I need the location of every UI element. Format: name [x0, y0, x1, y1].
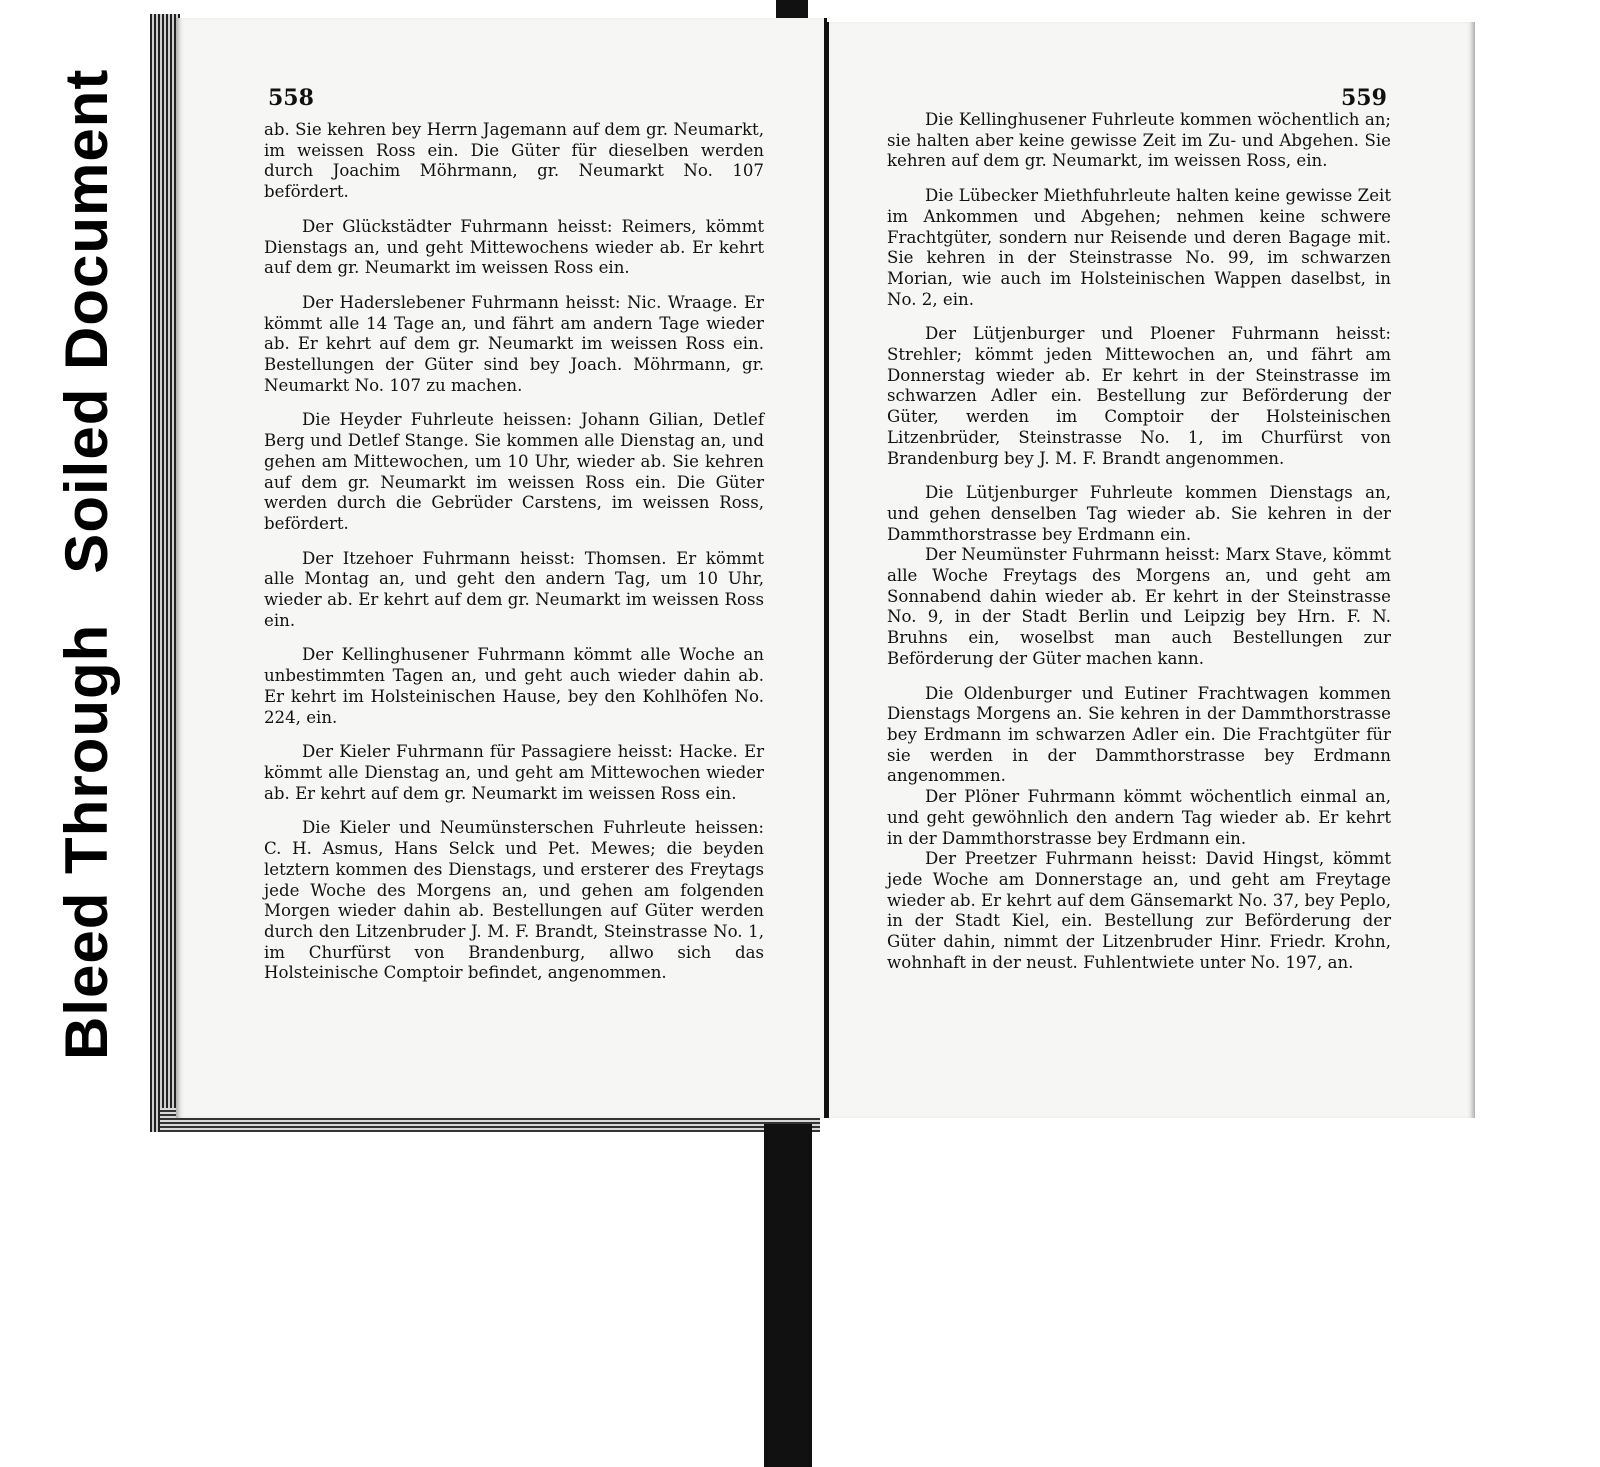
- paragraph: Die Kieler und Neumünsterschen Fuhrleute heissen: C. H. Asmus, Hans Selck und Pet. Mewes; die beyden letztern kommen des Dienstags, und ersterer des Freytags jede Woche des Morgens an, und gehen am folgenden Morgen wieder dahin ab. Bestellungen auf Güter werden durch den Litzenbruder J. M. F. Brandt, Steinstrasse No. 1, im Churfürst von Brandenburg, allwo sich das Holsteinische Comptoir befindet, angenommen.: [264, 818, 764, 983]
- right-page: [826, 22, 1475, 1118]
- paragraph: Der Kieler Fuhrmann für Passagiere heisst: Hacke. Er kömmt alle Dienstag an, und geht am Mittewochen wieder ab. Er kehrt auf dem gr. Neumarkt im weissen Ross ein.: [264, 742, 764, 803]
- page-number-right: 559: [1341, 85, 1387, 111]
- soiled-document-label: Soiled Document: [53, 68, 120, 574]
- left-page: [176, 18, 827, 1118]
- left-page-text: [264, 120, 764, 998]
- paragraph: Der Kellinghusener Fuhrmann kömmt alle Woche an unbestimmten Tagen an, und geht auch wieder dahin ab. Er kehrt im Holsteinischen Hause, bey den Kohlhöfen No. 224, ein.: [264, 645, 764, 727]
- paragraph: Der Lütjenburger und Ploener Fuhrmann heisst: Strehler; kömmt jeden Mittewochen an, und fährt am Donnerstag wieder ab. Er kehrt in der Steinstrasse im schwarzen Adler ein. Bestellung zur Beförderung der Güter, werden im Comptoir der Holsteinischen Litzenbrüder, Steinstrasse No. 1, im Churfürst von Brandenburg bey J. M. F. Brandt angenommen.: [887, 324, 1391, 468]
- paragraph: Die Kellinghusener Fuhrleute kommen wöchentlich an; sie halten aber keine gewisse Zeit im Zu- und Abgehen. Sie kehren auf dem gr. Neumarkt, im weissen Ross, ein.: [887, 110, 1391, 171]
- paragraph: Der Preetzer Fuhrmann heisst: David Hingst, kömmt jede Woche am Donnerstage an, und geht am Freytage wieder ab. Er kehrt auf dem Gänsemarkt No. 37, bey Peplo, in der Stadt Kiel, ein. Bestellung zur Beförderung der Güter dahin, nimmt der Litzenbruder Hinr. Friedr. Krohn, wohnhaft in der neust. Fuhlentwiete unter No. 197, an.: [887, 849, 1391, 972]
- book-spine-bottom: [764, 1124, 812, 1467]
- paragraph: Die Lübecker Miethfuhrleute halten keine gewisse Zeit im Ankommen und Abgehen; nehmen keine schwere Frachtgüter, sondern nur Reisende und deren Bagage mit. Sie kehren in der Steinstrasse No. 99, im schwarzen Morian, wie auch im Holsteinischen Wappen daselbst, in No. 2, ein.: [887, 186, 1391, 309]
- scan-quality-label: [52, 60, 121, 1060]
- paragraph: Die Heyder Fuhrleute heissen: Johann Gilian, Detlef Berg und Detlef Stange. Sie kommen alle Dienstag an, und gehen am Mittewochen, um 10 Uhr, wieder ab. Sie kehren auf dem gr. Neumarkt im weissen Ross ein. Die Güter werden durch die Gebrüder Carstens, im weissen Ross, befördert.: [264, 410, 764, 533]
- paragraph: Der Itzehoer Fuhrmann heisst: Thomsen. Er kömmt alle Montag an, und geht den andern Tag, um 10 Uhr, wieder ab. Er kehrt auf dem gr. Neumarkt im weissen Ross ein.: [264, 548, 764, 630]
- paragraph: Der Neumünster Fuhrmann heisst: Marx Stave, kömmt alle Woche Freytags des Morgens an, und geht am Sonnabend dahin wieder ab. Er kehrt in der Steinstrasse No. 9, in der Stadt Berlin und Leipzig bey Hrn. F. N. Bruhns ein, woselbst man auch Bestellungen zur Beförderung der Güter machen kann.: [887, 545, 1391, 668]
- paragraph: Die Oldenburger und Eutiner Frachtwagen kommen Dienstags Morgens an. Sie kehren in der Dammthorstrasse bey Erdmann im schwarzen Adler ein. Die Frachtgüter für sie werden in der Dammthorstrasse bey Erdmann angenommen.: [887, 683, 1391, 786]
- paragraph: Der Plöner Fuhrmann kömmt wöchentlich einmal an, und geht gewöhnlich den andern Tag wieder ab. Er kehrt in der Dammthorstrasse bey Erdmann ein.: [887, 787, 1391, 848]
- paragraph: Der Haderslebener Fuhrmann heisst: Nic. Wraage. Er kömmt alle 14 Tage an, und fährt am andern Tage wieder ab. Er kehrt auf dem gr. Neumarkt im weissen Ross ein. Bestellungen der Güter sind bey Joach. Möhrmann, gr. Neumarkt No. 107 zu machen.: [264, 292, 764, 395]
- right-page-text: [887, 110, 1391, 987]
- page-number-left: 558: [268, 85, 314, 111]
- paragraph: Die Lütjenburger Fuhrleute kommen Dienstags an, und gehen denselben Tag wieder ab. Sie kehren in der Dammthorstrasse bey Erdmann ein.: [887, 483, 1391, 544]
- paragraph: Der Glückstädter Fuhrmann heisst: Reimers, kömmt Dienstags an, und geht Mittewochens wieder ab. Er kehrt auf dem gr. Neumarkt im weissen Ross ein.: [264, 216, 764, 278]
- paragraph: ab. Sie kehren bey Herrn Jagemann auf dem gr. Neumarkt, im weissen Ross ein. Die Güter für dieselben werden durch Joachim Möhrmann, gr. Neumarkt No. 107 befördert.: [264, 120, 764, 202]
- bleed-through-label: Bleed Through: [53, 623, 120, 1060]
